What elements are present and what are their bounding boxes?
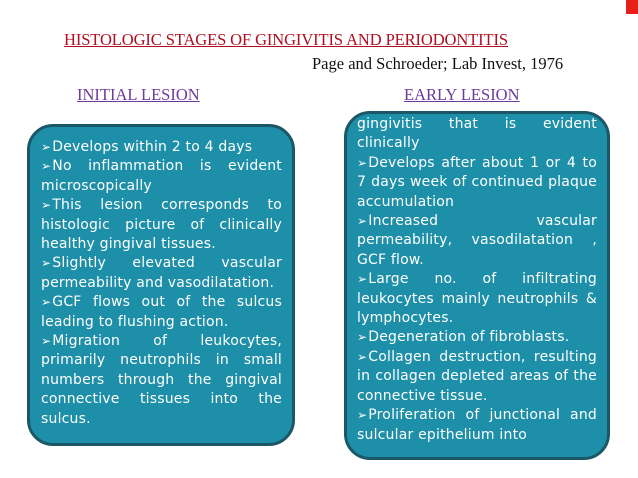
arrow-bullet-icon: ➢ — [41, 198, 52, 213]
list-item — [41, 254, 282, 293]
early-lesion-heading: EARLY LESION — [404, 85, 520, 104]
list-item-text: No inflammation is evident microscopically — [41, 158, 282, 194]
list-item-text: Collagen destruction, resulting in collagen depleted areas of the connective tissue. — [357, 348, 597, 404]
list-item — [357, 154, 597, 212]
list-item-text: Large no. of infiltrating leukocytes mainly neutrophils & lymphocytes. — [357, 271, 597, 327]
arrow-bullet-icon: ➢ — [41, 159, 52, 174]
arrow-bullet-icon: ➢ — [357, 330, 368, 345]
list-item-text: Develops within 2 to 4 days — [52, 139, 253, 155]
arrow-bullet-icon: ➢ — [357, 349, 368, 364]
accent-bar — [626, 0, 638, 14]
list-item-text: Slightly elevated vascular permeability and vasodilatation. — [41, 255, 282, 291]
list-item — [357, 328, 597, 347]
slide-title: HISTOLOGIC STAGES OF GINGIVITIS AND PERIODONTITIS — [64, 30, 509, 49]
arrow-bullet-icon: ➢ — [41, 256, 52, 271]
list-item — [357, 406, 597, 445]
list-item — [41, 332, 282, 429]
lead-text: gingivitis that is evident clinically — [357, 116, 597, 152]
early-lesion-panel — [344, 111, 610, 460]
arrow-bullet-icon: ➢ — [41, 334, 52, 349]
list-item — [41, 157, 282, 196]
list-item-text: GCF flows out of the sulcus leading to flushing action. — [41, 294, 282, 330]
initial-lesion-list — [41, 138, 282, 429]
list-item-text: Develops after about 1 or 4 to 7 days week of continued plaque accumulation — [357, 154, 597, 210]
list-item — [357, 270, 597, 328]
arrow-bullet-icon: ➢ — [357, 272, 368, 287]
initial-lesion-panel — [27, 124, 295, 446]
list-item — [41, 138, 282, 157]
list-item — [357, 212, 597, 270]
arrow-bullet-icon: ➢ — [41, 140, 52, 154]
list-item — [41, 196, 282, 254]
list-item — [41, 293, 282, 332]
arrow-bullet-icon: ➢ — [357, 214, 368, 229]
list-item-text: Degeneration of fibroblasts. — [368, 329, 570, 346]
list-item-text: Proliferation of junctional and sulcular epithelium into — [357, 407, 597, 443]
citation: Page and Schroeder; Lab Invest, 1976 — [312, 54, 564, 73]
list-item-text: Increased vascular permeability, vasodilatation , GCF flow. — [357, 213, 597, 268]
list-item-text: Migration of leukocytes, primarily neutrophils in small numbers through the gingival connective tissues into the sulcus. — [41, 333, 282, 427]
initial-lesion-heading: INITIAL LESION — [77, 85, 200, 104]
arrow-bullet-icon: ➢ — [357, 408, 368, 423]
list-item — [357, 348, 597, 406]
arrow-bullet-icon: ➢ — [41, 295, 52, 310]
list-item-text: This lesion corresponds to histologic picture of clinically healthy gingival tissues. — [41, 197, 282, 253]
early-lesion-list — [357, 115, 597, 445]
arrow-bullet-icon: ➢ — [357, 155, 368, 170]
